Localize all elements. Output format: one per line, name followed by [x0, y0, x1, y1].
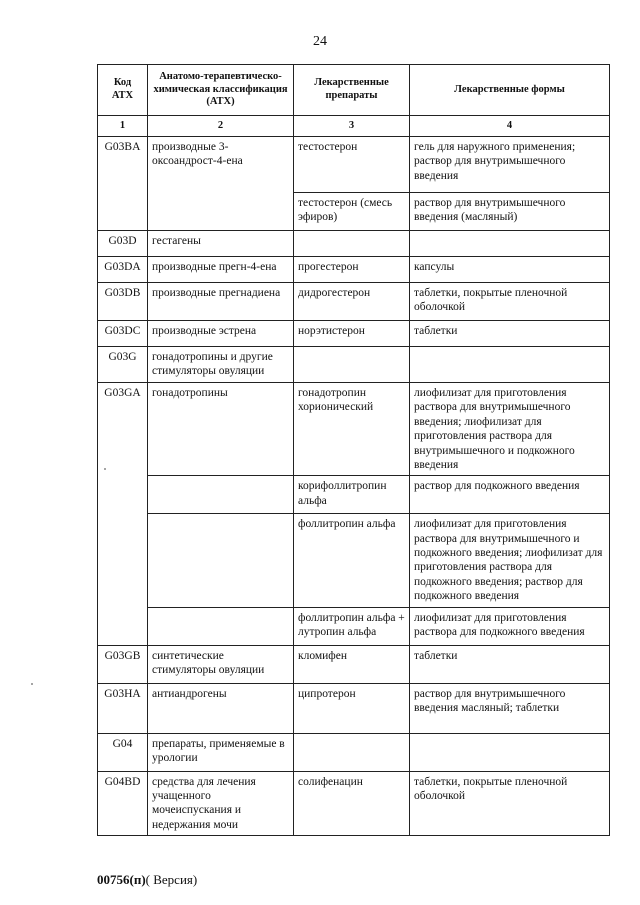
atx-name: синтетические стимуляторы овуляции: [148, 645, 294, 683]
atx-name-empty: [148, 514, 294, 607]
atx-name: производные прегн-4-ена: [148, 257, 294, 283]
atx-name: производные прегнадиена: [148, 283, 294, 321]
scan-speck: [104, 468, 106, 470]
atx-name-empty: [148, 607, 294, 645]
drug-name: фоллитропин альфа: [294, 514, 410, 607]
dosage-form: раствор для подкожного введения: [410, 476, 610, 514]
header-drugs: Лекарственные препараты: [294, 65, 410, 116]
drug-name: прогестерон: [294, 257, 410, 283]
dosage-form: раствор для внутримышечного введения масляный; таблетки: [410, 683, 610, 733]
atx-code: G03GB: [98, 645, 148, 683]
atx-code: G04: [98, 733, 148, 771]
scan-speck: [31, 683, 33, 685]
atx-code: G04BD: [98, 771, 148, 836]
dosage-form: капсулы: [410, 257, 610, 283]
atx-code: G03GA: [98, 383, 148, 646]
drug-name: [294, 347, 410, 383]
dosage-form: раствор для внутримышечного введения (масляный): [410, 193, 610, 231]
dosage-form: гель для наружного применения; раствор для внутримышечного введения: [410, 137, 610, 193]
column-number: 4: [410, 116, 610, 137]
table-row: [98, 383, 610, 476]
drug-name: [294, 231, 410, 257]
drug-name: [294, 733, 410, 771]
dosage-form: таблетки: [410, 645, 610, 683]
atx-code: G03HA: [98, 683, 148, 733]
table-header-row: [98, 65, 610, 116]
table-row: [98, 231, 610, 257]
dosage-form: таблетки, покрытые пленочной оболочкой: [410, 283, 610, 321]
atx-code: G03DA: [98, 257, 148, 283]
atx-code: G03G: [98, 347, 148, 383]
table-row: [98, 607, 610, 645]
atx-code: G03D: [98, 231, 148, 257]
table-row: [98, 645, 610, 683]
table-row: [98, 514, 610, 607]
page-number: 24: [313, 34, 327, 49]
atx-code: G03DB: [98, 283, 148, 321]
table-row: [98, 733, 610, 771]
table-row: [98, 321, 610, 347]
dosage-form: лиофилизат для приготовления раствора для внутримышечного введения; лиофилизат для приготовления раствора для внутримышечного и подкожного введения: [410, 383, 610, 476]
dosage-form: таблетки, покрытые пленочной оболочкой: [410, 771, 610, 836]
atx-name: гестагены: [148, 231, 294, 257]
atx-name: гонадотропины: [148, 383, 294, 476]
dosage-form: лиофилизат для приготовления раствора для подкожного введения: [410, 607, 610, 645]
atx-table: [97, 64, 610, 836]
drug-name: ципротерон: [294, 683, 410, 733]
table-row: [98, 257, 610, 283]
dosage-form: [410, 733, 610, 771]
drug-name: кломифен: [294, 645, 410, 683]
column-number: 2: [148, 116, 294, 137]
drug-name: солифенацин: [294, 771, 410, 836]
atx-name: антиандрогены: [148, 683, 294, 733]
drug-name: тестостерон: [294, 137, 410, 193]
document-footer: [97, 872, 197, 888]
table-row: [98, 683, 610, 733]
header-forms: Лекарственные формы: [410, 65, 610, 116]
table-row: [98, 137, 610, 193]
drug-name: корифоллитропин альфа: [294, 476, 410, 514]
atx-code: G03DC: [98, 321, 148, 347]
table-row: [98, 283, 610, 321]
column-number: 3: [294, 116, 410, 137]
drug-name: дидрогестерон: [294, 283, 410, 321]
column-number: 1: [98, 116, 148, 137]
document-id: 00756(п): [97, 872, 146, 887]
atx-name: производные эстрена: [148, 321, 294, 347]
dosage-form: [410, 231, 610, 257]
dosage-form: [410, 347, 610, 383]
table-row: [98, 347, 610, 383]
table-row: [98, 771, 610, 836]
atx-name: производные 3-оксоандрост-4-ена: [148, 137, 294, 231]
document-version: ( Версия): [145, 872, 198, 887]
atx-name: средства для лечения учащенного мочеиспускания и недержания мочи: [148, 771, 294, 836]
atx-name: гонадотропины и другие стимуляторы овуляции: [148, 347, 294, 383]
header-code: Код АТХ: [98, 65, 148, 116]
drug-name: гонадотропин хорионический: [294, 383, 410, 476]
drug-name: норэтистерон: [294, 321, 410, 347]
atx-name: препараты, применяемые в урологии: [148, 733, 294, 771]
atx-name-empty: [148, 476, 294, 514]
table-row: [98, 476, 610, 514]
atx-code: G03BA: [98, 137, 148, 231]
dosage-form: лиофилизат для приготовления раствора для внутримышечного и подкожного введения; лиофилизат для приготовления раствора для подкожного введения; раствор для подкожного введения: [410, 514, 610, 607]
dosage-form: таблетки: [410, 321, 610, 347]
drug-name: тестостерон (смесь эфиров): [294, 193, 410, 231]
drug-name: фоллитропин альфа + лутропин альфа: [294, 607, 410, 645]
column-number-row: [98, 116, 610, 137]
header-classification: Анатомо-терапевтическо-химическая классификация (АТХ): [148, 65, 294, 116]
